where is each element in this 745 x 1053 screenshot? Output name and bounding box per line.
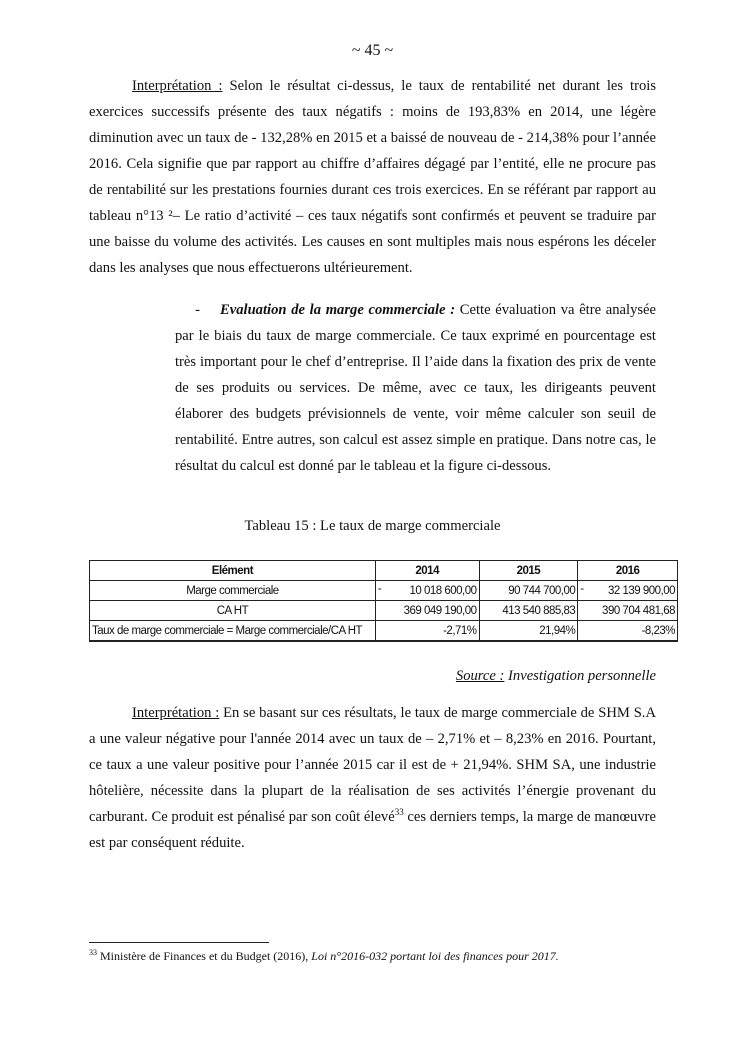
cell-value: 413 540 885,83 <box>502 604 576 617</box>
cell-value: 32 139 900,00 <box>607 584 675 597</box>
cell-value: 21,94% <box>539 624 576 637</box>
source-text: Investigation personnelle <box>504 668 656 684</box>
footnote-divider <box>89 942 269 943</box>
cell-2015 <box>479 621 578 642</box>
cell-2014 <box>375 581 479 601</box>
cell-2014 <box>375 601 479 621</box>
table-caption: Tableau 15 : Le taux de marge commerciale <box>244 518 501 534</box>
interpretation-label: Interprétation : <box>132 705 220 721</box>
interpretation-text-end: ces derniers temps, la marge de manœuvre est par conséquent réduite. <box>89 809 656 851</box>
cell-value: -8,23% <box>641 624 675 637</box>
footnote-reference[interactable]: 33 <box>394 807 404 818</box>
cell-value: 369 049 190,00 <box>403 604 477 617</box>
cell-value: 10 018 600,00 <box>409 584 477 597</box>
table-source <box>89 668 656 685</box>
interpretation-paragraph-2 <box>89 700 656 856</box>
interpretation-paragraph-1 <box>89 73 656 281</box>
header-element: Elément <box>90 561 376 581</box>
section-title: Evaluation de la marge commerciale : <box>220 302 456 318</box>
interpretation-text: Selon le résultat ci-dessus, le taux de rentabilité net durant les trois exercices successifs présente des taux négatifs : moins de 193,83% en 2014, une légère diminution avec un taux de - 132,28% en 2015 et a baissé de nouveau de - 214,38% pour l’année 2016. Cela signifie que par rapport au chiffre d’affaires dégagé par l’entité, elle ne procure pas de rentabilité sur les prestations fournies durant ces trois exercices. En se référant par rapport au tableau n°13 ²– Le ratio d’activité – ces taux négatifs sont confirmés et peuvent se traduire par une baisse du volume des activités. Les causes en sont multiples mais nous espérons les déceler dans les analyses que nous effectuerons ultérieurement. <box>89 78 656 276</box>
page-number: ~ 45 ~ <box>351 42 394 59</box>
table-row-ca-ht <box>90 601 678 621</box>
footnote-italic-title: Loi n°2016-032 portant loi des finances pour 2017. <box>311 949 559 963</box>
row-label: Marge commerciale <box>90 581 376 601</box>
cell-2015 <box>479 581 578 601</box>
header-2014: 2014 <box>375 561 479 581</box>
table-row-marge <box>90 581 678 601</box>
header-2016: 2016 <box>578 561 678 581</box>
cell-2015 <box>479 601 578 621</box>
footnote <box>89 948 689 964</box>
cell-sign: - <box>377 583 382 595</box>
table-row-taux <box>90 621 678 642</box>
source-label: Source : <box>455 668 505 684</box>
cell-2016 <box>578 601 678 621</box>
header-2015: 2015 <box>479 561 578 581</box>
bullet-dash: - <box>195 302 200 318</box>
cell-2014 <box>375 621 479 642</box>
footnote-text: Ministère de Finances et du Budget (2016), <box>97 949 312 963</box>
interpretation-label: Interprétation : <box>132 78 223 94</box>
marge-commerciale-table <box>89 560 678 642</box>
footnote-number: 33 <box>89 948 97 957</box>
row-label: CA HT <box>90 601 376 621</box>
cell-value: -2,71% <box>443 624 477 637</box>
table-header-row <box>90 561 678 581</box>
section-marge-commerciale <box>175 297 656 479</box>
cell-value: 390 704 481,68 <box>602 604 675 617</box>
cell-2016 <box>578 581 678 601</box>
interpretation-text: En se basant sur ces résultats, le taux de marge commerciale de SHM S.A a une valeur négative pour l'année 2014 avec un taux de – 2,71% et – 8,23% en 2016. Pourtant, ce taux a une valeur positive pour l’année 2015 car il est de + 21,94%. SHM SA, une industrie hôtelière, nécessite dans la plupart de la réalisation de ses activités l’énergie provenant du carburant. Ce produit est pénalisé par son coût élevé <box>89 705 656 825</box>
cell-value: 90 744 700,00 <box>508 584 576 597</box>
section-text: Cette évaluation va être analysée par le biais du taux de marge commerciale. Ce taux exprimé en pourcentage est très important pour le chef d’entreprise. Il l’aide dans la fixation des prix de vente de ses produits ou services. De même, avec ce taux, les dirigeants peuvent élaborer des budgets prévisionnels de vente, voir même calculer son seuil de rentabilité. Entre autres, son calcul est assez simple en pratique. Dans notre cas, le résultat du calcul est donné par le tableau et la figure ci-dessous. <box>175 302 656 474</box>
cell-sign: - <box>580 583 584 595</box>
row-label: Taux de marge commerciale = Marge commerciale/CA HT <box>90 621 376 642</box>
cell-2016 <box>578 621 678 642</box>
